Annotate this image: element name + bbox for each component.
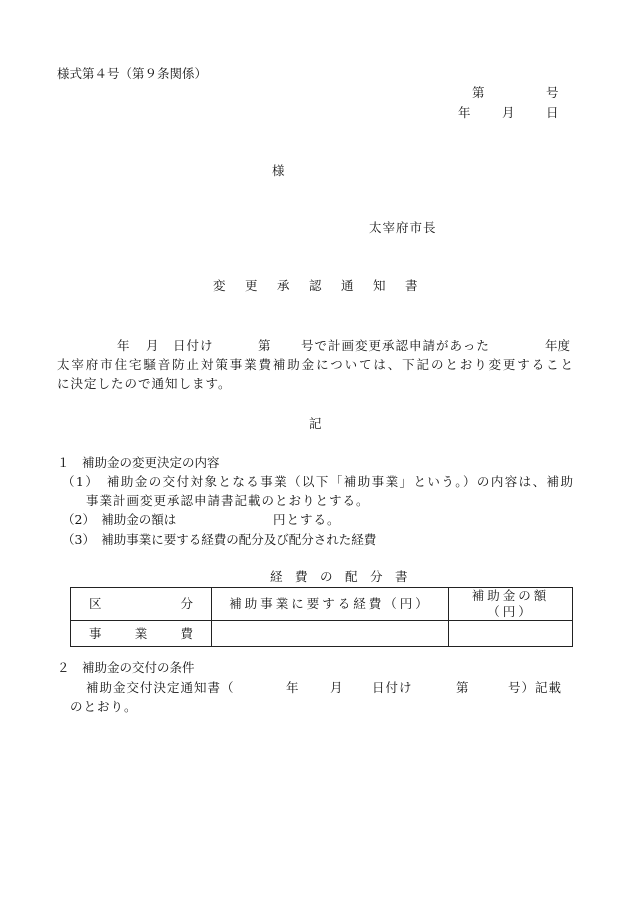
- date-month-label: 月: [502, 105, 515, 120]
- table-row: [71, 621, 573, 647]
- section-2-day-label: 日付け: [372, 680, 413, 695]
- title-char: 承: [277, 278, 290, 293]
- title-char: 通: [341, 278, 354, 293]
- body-number-prefix: 第: [258, 338, 271, 353]
- cost-allocation-table: [70, 587, 573, 647]
- body-day-label: 日付け: [173, 338, 214, 353]
- section-2-number-prefix: 第: [456, 680, 469, 695]
- section-1-item-1: （1） 補助金の交付対象となる事業（以下「補助事業」という。）の内容は、補助: [62, 474, 573, 489]
- section-2-year-label: 年: [286, 680, 299, 695]
- table-cell-category: 事 業 費: [71, 621, 212, 647]
- section-1-heading: １ 補助金の変更決定の内容: [57, 455, 220, 470]
- addressee-honorific: 様: [272, 163, 285, 178]
- body-line-3: に決定したので通知します。: [57, 376, 232, 391]
- table-header-subsidy: 補助金の額（円）: [449, 588, 573, 621]
- record-heading: 記: [309, 416, 322, 431]
- section-1-item-2: （2） 補助金の額は: [62, 512, 177, 527]
- sender-name: 太宰府市長: [369, 220, 437, 235]
- body-year-label: 年: [117, 338, 130, 353]
- table-header-cost: 補助事業に要する経費（円）: [212, 588, 449, 621]
- cost-table-title: 経 費 の 配 分 書: [270, 569, 408, 584]
- section-2-heading: ２ 補助金の交付の条件: [57, 660, 195, 675]
- date-year-label: 年: [458, 105, 471, 120]
- title-char: 知: [373, 278, 386, 293]
- doc-number-prefix: 第: [472, 85, 485, 100]
- date-day-label: 日: [546, 105, 559, 120]
- table-cell-subsidy: [449, 621, 573, 647]
- section-1-item-1-cont: 事業計画変更承認申請書記載のとおりとする。: [86, 493, 370, 508]
- form-number: 様式第４号（第９条関係）: [57, 66, 208, 81]
- section-1-item-3: （3） 補助事業に要する経費の配分及び配分された経費: [62, 532, 377, 547]
- body-month-label: 月: [146, 338, 159, 353]
- title-char: 書: [405, 278, 418, 293]
- title-char: 認: [309, 278, 322, 293]
- section-2-number-suffix: 号）記載: [508, 680, 563, 695]
- section-2-notice-prefix: 補助金交付決定通知書（: [86, 680, 235, 695]
- section-2-line-2: のとおり。: [70, 699, 138, 714]
- body-number-text: 号で計画変更承認申請があった: [301, 338, 490, 353]
- section-2-month-label: 月: [330, 680, 343, 695]
- body-fiscal-year: 年度: [545, 338, 571, 353]
- title-char: 変: [213, 278, 226, 293]
- table-header-row: [71, 588, 573, 621]
- table-cell-cost: [212, 621, 449, 647]
- doc-number-suffix: 号: [546, 85, 559, 100]
- section-1-item-2-suffix: 円とする。: [273, 512, 341, 527]
- body-line-2: 太宰府市住宅騒音防止対策事業費補助金については、下記のとおり変更すること: [57, 357, 573, 372]
- title-char: 更: [245, 278, 258, 293]
- table-header-category: 区 分: [71, 588, 212, 621]
